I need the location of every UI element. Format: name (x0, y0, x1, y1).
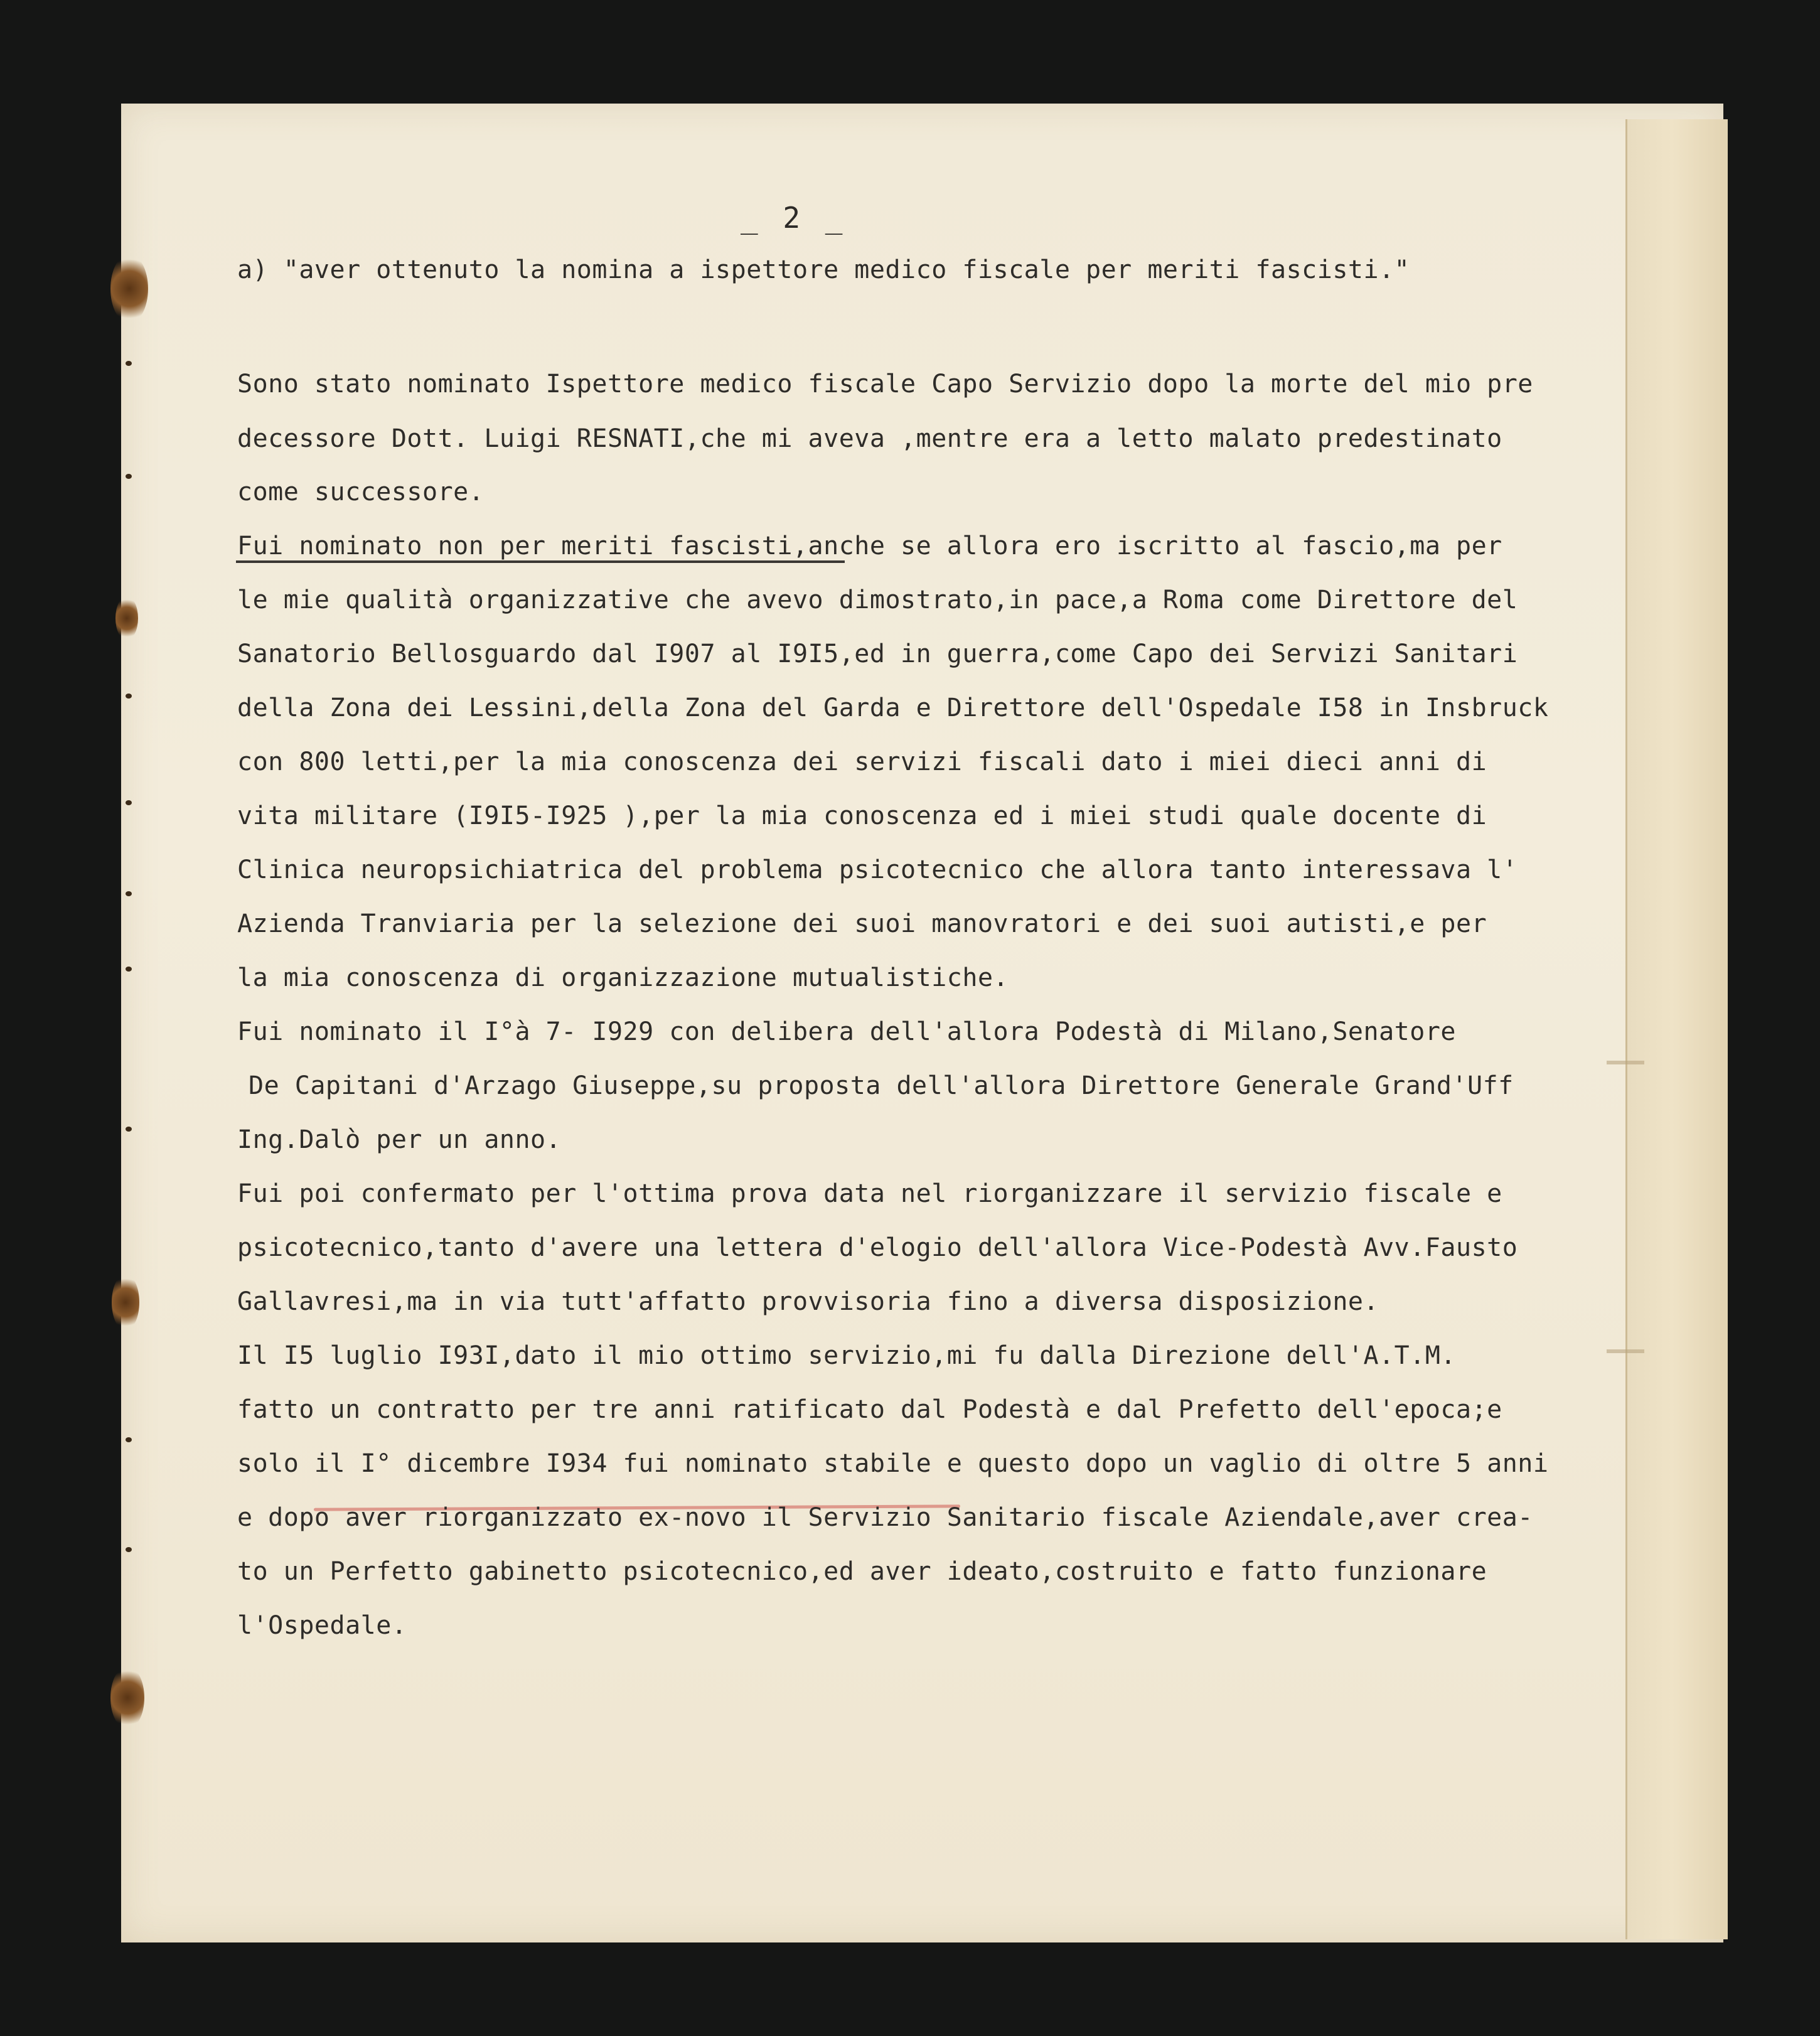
typed-line: a) "aver ottenuto la nomina a ispettore medico fiscale per meriti fascisti." (237, 255, 1410, 284)
typed-line: Sono stato nominato Ispettore medico fiscale Capo Servizio dopo la morte del mio pre (237, 370, 1533, 399)
typed-line: con 800 letti,per la mia conoscenza dei servizi fiscali dato i miei dieci anni di (237, 747, 1487, 776)
typed-line: to un Perfetto gabinetto psicotecnico,ed aver ideato,costruito e fatto funzionare (237, 1557, 1487, 1586)
typed-line: Fui poi confermato per l'ottima prova data nel riorganizzare il servizio fiscale e (237, 1179, 1502, 1208)
typed-line: Azienda Tranviaria per la selezione dei suoi manovratori e dei suoi autisti,e per (237, 909, 1487, 938)
typed-underline (236, 560, 845, 563)
typed-line: Sanatorio Bellosguardo dal I907 al I9I5,ed in guerra,come Capo dei Servizi Sanitari (237, 640, 1518, 668)
typed-line: Fui nominato il I°à 7- I929 con delibera dell'allora Podestà di Milano,Senatore (237, 1017, 1456, 1046)
typed-line: fatto un contratto per tre anni ratificato dal Podestà e dal Prefetto dell'epoca;e (237, 1395, 1502, 1424)
folded-edge (1625, 119, 1728, 1939)
typed-line: Il I5 luglio I93I,dato il mio ottimo servizio,mi fu dalla Direzione dell'A.T.M. (237, 1341, 1456, 1370)
typed-line: vita militare (I9I5-I925 ),per la mia conoscenza ed i miei studi quale docente di (237, 801, 1487, 830)
typed-line: Gallavresi,ma in via tutt'affatto provvisoria fino a diversa disposizione. (237, 1287, 1379, 1316)
burn-mark (115, 596, 138, 640)
punch-hole (126, 1547, 132, 1552)
punch-hole (126, 1127, 132, 1132)
typed-line: solo il I° dicembre I934 fui nominato stabile e questo dopo un vaglio di oltre 5 anni (237, 1449, 1549, 1478)
punch-hole (126, 800, 132, 805)
punch-hole (126, 891, 132, 896)
typed-line: l'Ospedale. (237, 1611, 407, 1640)
typed-line: come successore. (237, 478, 484, 506)
typed-line: Ing.Dalò per un anno. (237, 1125, 562, 1154)
typed-line: psicotecnico,tanto d'avere una lettera d'elogio dell'allora Vice-Podestà Avv.Fausto (237, 1233, 1518, 1262)
punch-hole (126, 694, 132, 699)
punch-hole (126, 967, 132, 972)
fold-crease (1607, 1349, 1644, 1353)
typed-line: e dopo aver riorganizzato ex-novo il Servizio Sanitario fiscale Aziendale,aver crea- (237, 1503, 1533, 1532)
punch-hole (126, 474, 132, 479)
typed-line: della Zona dei Lessini,della Zona del Garda e Direttore dell'Ospedale I58 in Insbruck (237, 694, 1549, 722)
page-number: _ 2 _ (741, 201, 847, 235)
burn-mark (110, 254, 148, 323)
typed-line: Fui nominato non per meriti fascisti,anche se allora ero iscritto al fascio,ma per (237, 532, 1502, 560)
punch-hole (126, 361, 132, 366)
fold-crease (1607, 1061, 1644, 1064)
typed-line: De Capitani d'Arzago Giuseppe,su proposta dell'allora Direttore Generale Grand'Uff (249, 1071, 1514, 1100)
burn-mark (110, 1666, 144, 1729)
typed-line: Clinica neuropsichiatrica del problema psicotecnico che allora tanto interessava l' (237, 855, 1518, 884)
burn-mark (112, 1274, 139, 1331)
typed-line: decessore Dott. Luigi RESNATI,che mi aveva ,mentre era a letto malato predestinato (237, 424, 1502, 453)
typed-line: le mie qualità organizzative che avevo dimostrato,in pace,a Roma come Direttore del (237, 586, 1518, 614)
typed-line: la mia conoscenza di organizzazione mutualistiche. (237, 963, 1009, 992)
punch-hole (126, 1437, 132, 1442)
